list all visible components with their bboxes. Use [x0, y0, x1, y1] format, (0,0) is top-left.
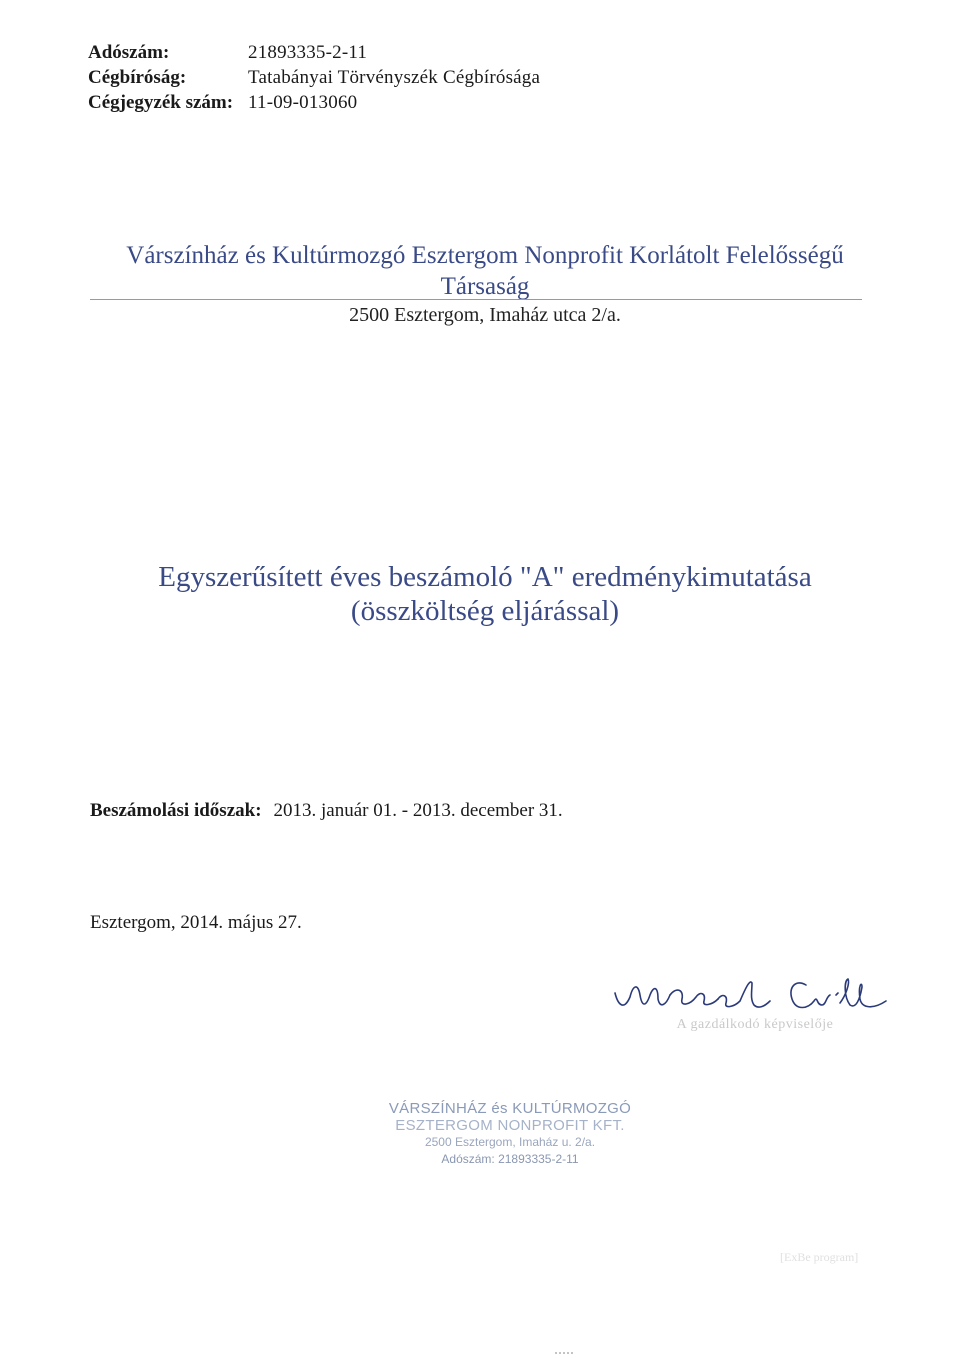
company-address: 2500 Esztergom, Imaház utca 2/a. — [349, 304, 621, 326]
court-value: Tatabányai Törvényszék Cégbírósága — [248, 67, 541, 88]
stamp-line1: VÁRSZÍNHÁZ és KULTÚRMOZGÓ — [388, 1100, 632, 1117]
company-info-block — [88, 40, 540, 115]
company-name-line2: Társaság — [440, 273, 530, 300]
stamp-line2: ESZTERGOM NONPROFIT KFT. — [395, 1117, 625, 1134]
period-label: Beszámolási időszak: — [90, 800, 262, 821]
tax-number-row — [88, 40, 540, 65]
report-title-line1: Egyszerűsített éves beszámoló "A" eredménykimutatása — [158, 561, 812, 593]
registry-value: 11-09-013060 — [248, 92, 358, 113]
tax-number-value: 21893335-2-11 — [248, 42, 368, 63]
report-title-line2: (összköltség eljárással) — [350, 595, 620, 627]
court-label: Cégbíróság: — [88, 67, 187, 88]
reporting-period — [90, 800, 563, 822]
stamp-line4: Adószám: 21893335-2-11 — [441, 1152, 579, 1166]
signature-caption: A gazdálkodó képviselője — [676, 1017, 834, 1032]
place-date: Esztergom, 2014. május 27. — [90, 912, 302, 933]
program-footer: [ExBe program] — [780, 1250, 859, 1264]
stamp-line3: 2500 Esztergom, Imaház u. 2/a. — [424, 1135, 596, 1149]
registry-label: Cégjegyzék szám: — [88, 92, 234, 113]
company-name-line1: Várszínház és Kultúrmozgó Esztergom Nonprofit Korlátolt Felelősségű — [126, 242, 844, 269]
registry-row — [88, 90, 540, 115]
company-stamp — [380, 1100, 640, 1168]
report-title — [100, 560, 870, 628]
scan-mark — [555, 1352, 575, 1354]
divider — [90, 299, 862, 300]
court-row — [88, 65, 540, 90]
tax-number-label: Adószám: — [88, 42, 170, 63]
period-value: 2013. január 01. - 2013. december 31. — [273, 800, 563, 821]
company-name — [100, 240, 870, 302]
